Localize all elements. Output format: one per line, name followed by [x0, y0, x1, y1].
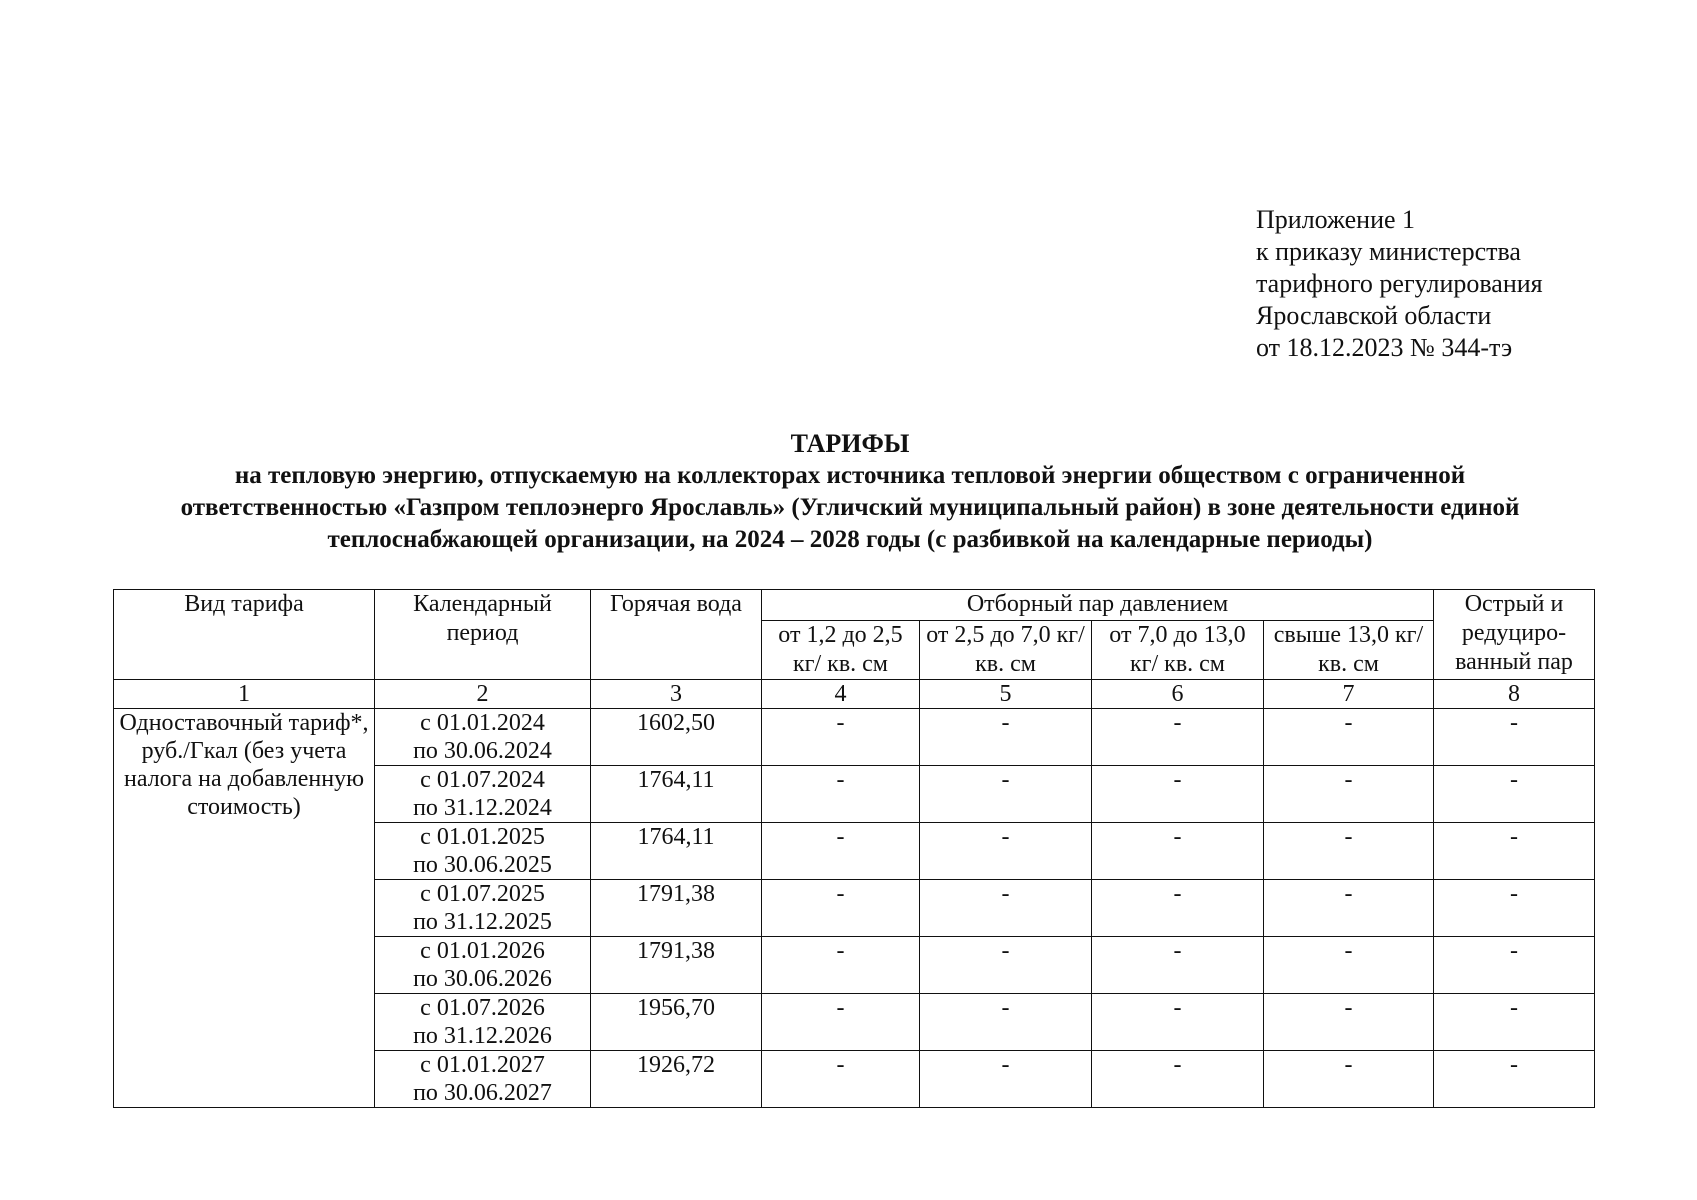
steam-1-value: -: [762, 994, 920, 1051]
period-from: с 01.01.2027: [420, 1052, 545, 1078]
steam-3-value: -: [1092, 1051, 1264, 1108]
period-to: по 30.06.2027: [413, 1080, 552, 1106]
steam-3-value: -: [1092, 766, 1264, 823]
tariff-kind-cell: Одноставочный тариф*, руб./Гкал (без учета налога на добавленную стоимость): [114, 709, 375, 1108]
steam-1-value: -: [762, 709, 920, 766]
steam-2-value: -: [920, 823, 1092, 880]
sharp-steam-value: -: [1434, 1051, 1595, 1108]
appendix-line: Приложение 1: [1256, 205, 1416, 234]
steam-2-value: -: [920, 709, 1092, 766]
column-number: 2: [375, 680, 591, 709]
table-row: [114, 709, 1595, 766]
steam-3-value: -: [1092, 823, 1264, 880]
period-cell: [375, 994, 591, 1051]
steam-1-value: -: [762, 823, 920, 880]
period-to: по 31.12.2026: [413, 1023, 552, 1049]
title-subtitle: на тепловую энергию, отпускаемую на коллекторах источника тепловой энергии обществом с ограниченной ответственностью «Газпром теплоэнерго Ярославль» (Угличский муниципальный район) в зоне деятельности единой теплоснабжающей организации, на 2024 – 2028 годы (с разбивкой на календарные периоды): [180, 462, 1520, 553]
column-number: 4: [762, 680, 920, 709]
header-sharp-steam: Острый и редуциро-ванный пар: [1434, 590, 1595, 680]
column-number: 1: [114, 680, 375, 709]
steam-3-value: -: [1092, 880, 1264, 937]
steam-4-value: -: [1264, 880, 1434, 937]
period-from: с 01.01.2026: [420, 938, 545, 964]
header-hot-water: Горячая вода: [591, 590, 762, 680]
period-cell: [375, 880, 591, 937]
sharp-steam-value: -: [1434, 994, 1595, 1051]
period-from: с 01.01.2024: [420, 710, 545, 736]
column-number: 7: [1264, 680, 1434, 709]
sharp-steam-value: -: [1434, 823, 1595, 880]
steam-3-value: -: [1092, 937, 1264, 994]
period-cell: [375, 823, 591, 880]
hot-water-value: 1791,38: [591, 937, 762, 994]
appendix-line: Ярославской области: [1256, 301, 1492, 330]
column-number: 8: [1434, 680, 1595, 709]
appendix-line: от 18.12.2023 № 344-тэ: [1256, 333, 1513, 362]
steam-4-value: -: [1264, 1051, 1434, 1108]
hot-water-value: 1764,11: [591, 823, 762, 880]
steam-2-value: -: [920, 994, 1092, 1051]
column-number: 6: [1092, 680, 1264, 709]
steam-4-value: -: [1264, 937, 1434, 994]
sharp-steam-value: -: [1434, 880, 1595, 937]
period-cell: [375, 1051, 591, 1108]
period-to: по 30.06.2025: [413, 852, 552, 878]
period-from: с 01.07.2025: [420, 881, 545, 907]
steam-1-value: -: [762, 937, 920, 994]
steam-2-value: -: [920, 880, 1092, 937]
steam-4-value: -: [1264, 994, 1434, 1051]
hot-water-value: 1791,38: [591, 880, 762, 937]
sharp-steam-value: -: [1434, 766, 1595, 823]
steam-1-value: -: [762, 766, 920, 823]
hot-water-value: 1602,50: [591, 709, 762, 766]
period-to: по 31.12.2025: [413, 909, 552, 935]
steam-1-value: -: [762, 1051, 920, 1108]
period-cell: [375, 766, 591, 823]
period-to: по 30.06.2026: [413, 966, 552, 992]
header-row: [114, 590, 1595, 621]
tariff-table: [113, 589, 1595, 1108]
period-from: с 01.07.2024: [420, 767, 545, 793]
header-steam-2: от 2,5 до 7,0 кг/ кв. см: [920, 621, 1092, 680]
steam-4-value: -: [1264, 766, 1434, 823]
sharp-steam-value: -: [1434, 937, 1595, 994]
header-steam-1: от 1,2 до 2,5 кг/ кв. см: [762, 621, 920, 680]
sharp-steam-value: -: [1434, 709, 1595, 766]
period-to: по 31.12.2024: [413, 795, 552, 821]
period-to: по 30.06.2024: [413, 738, 552, 764]
hot-water-value: 1926,72: [591, 1051, 762, 1108]
title-main: ТАРИФЫ: [790, 429, 910, 458]
appendix-reference: [1256, 204, 1543, 364]
period-cell: [375, 937, 591, 994]
header-steam-4: свыше 13,0 кг/ кв. см: [1264, 621, 1434, 680]
hot-water-value: 1956,70: [591, 994, 762, 1051]
column-number: 5: [920, 680, 1092, 709]
period-from: с 01.07.2026: [420, 995, 545, 1021]
period-cell: [375, 709, 591, 766]
document-title: [110, 428, 1590, 556]
steam-2-value: -: [920, 766, 1092, 823]
steam-2-value: -: [920, 1051, 1092, 1108]
header-steam-3: от 7,0 до 13,0 кг/ кв. см: [1092, 621, 1264, 680]
appendix-line: тарифного регулирования: [1256, 269, 1543, 298]
header-period: Календарный период: [375, 590, 591, 680]
steam-1-value: -: [762, 880, 920, 937]
appendix-line: к приказу министерства: [1256, 237, 1521, 266]
column-number-row: [114, 680, 1595, 709]
steam-4-value: -: [1264, 709, 1434, 766]
hot-water-value: 1764,11: [591, 766, 762, 823]
steam-3-value: -: [1092, 709, 1264, 766]
header-steam-group: Отборный пар давлением: [762, 590, 1434, 621]
period-from: с 01.01.2025: [420, 824, 545, 850]
steam-4-value: -: [1264, 823, 1434, 880]
column-number: 3: [591, 680, 762, 709]
header-tariff-type: Вид тарифа: [114, 590, 375, 680]
steam-3-value: -: [1092, 994, 1264, 1051]
steam-2-value: -: [920, 937, 1092, 994]
